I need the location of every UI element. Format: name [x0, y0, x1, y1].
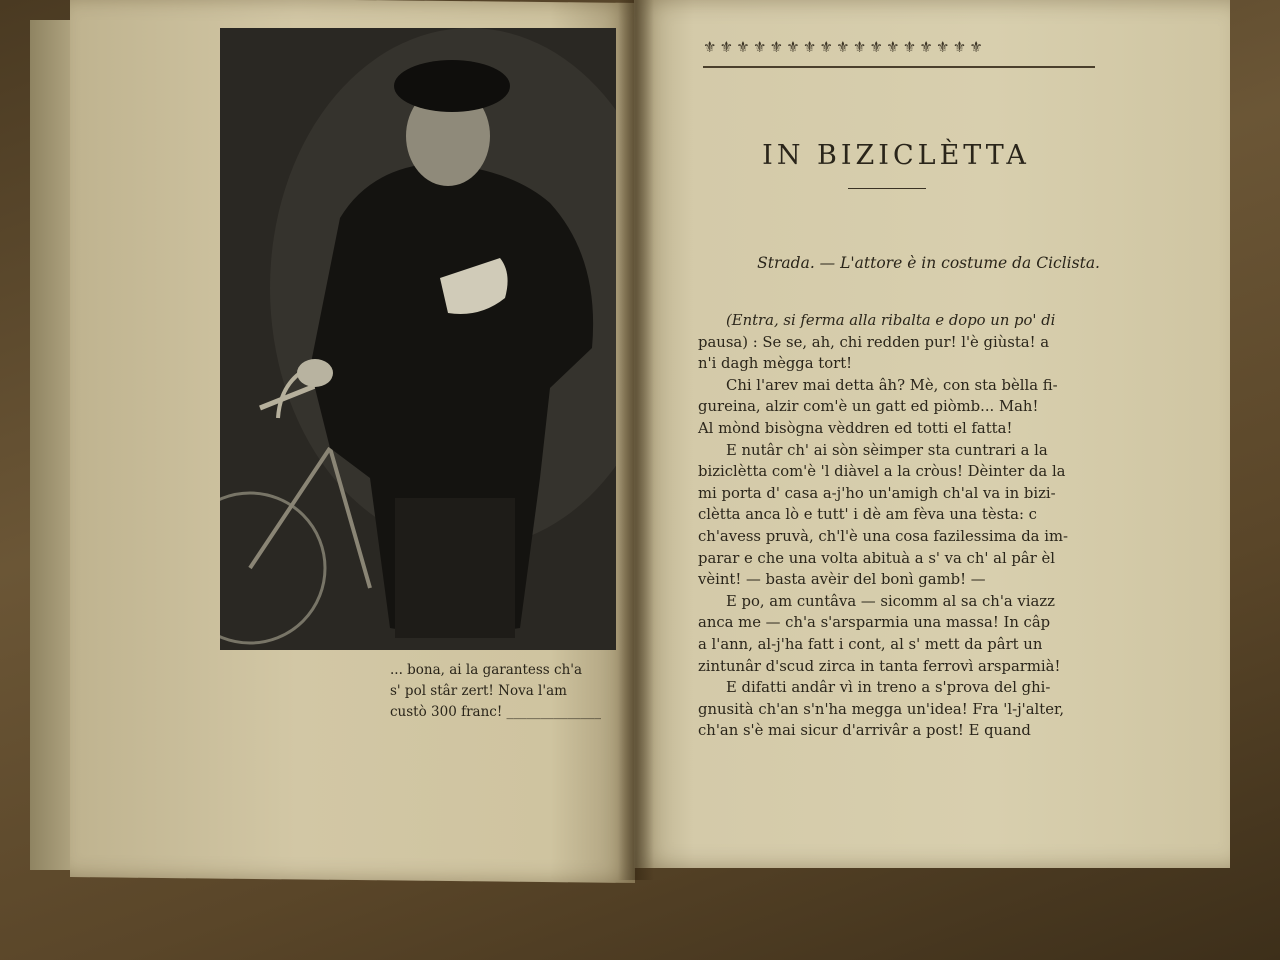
text-line: gnusità ch'an s'n'ha megga un'idea! Fra 'l-j'alter,: [698, 700, 1065, 718]
caption-line: custò 300 franc! ______________: [390, 704, 602, 720]
caption-line: ... bona, ai la garantess ch'a: [390, 662, 583, 678]
text-line: vèint! — basta avèir del bonì gamb! —: [698, 571, 986, 589]
stage-direction: Strada. — L'attore è in costume da Ciclista.: [757, 254, 1100, 272]
text-line: biziclètta com'è 'l diàvel a la cròus! Dèinter da la: [698, 463, 1066, 481]
photo-caption: [390, 660, 610, 723]
text-line: pausa) : Se se, ah, chi redden pur! l'è giùsta! a: [698, 333, 1050, 351]
chapter-title: IN BIZICLÈTTA: [762, 140, 1030, 171]
text-line: clètta anca lò e tutt' i dè am fèva una tèsta: c: [698, 506, 1037, 524]
text-line: (Entra, si ferma alla ribalta e dopo un po' di: [726, 312, 1056, 329]
text-line: E po, am cuntâva — sicomm al sa ch'a viazz: [726, 592, 1055, 610]
cyclist-photograph: [220, 28, 616, 650]
book-gutter: [618, 0, 654, 880]
text-line: gureina, alzir com'è un gatt ed piòmb... Mah!: [698, 398, 1039, 416]
text-line: parar e che una volta abituà a s' va ch' al pâr èl: [698, 549, 1055, 567]
text-line: Chi l'arev mai detta âh? Mè, con sta bèlla fi-: [726, 376, 1058, 394]
text-line: zintunâr d'scud zirca in tanta ferrovì arsparmià!: [698, 657, 1061, 675]
text-line: n'i dagh mègga tort!: [698, 355, 853, 373]
text-line: anca me — ch'a s'arsparmia una massa! In câp: [698, 614, 1051, 632]
title-rule: [848, 188, 926, 189]
text-line: Al mònd bisògna vèddren ed totti el fatta!: [698, 419, 1013, 437]
ornament-rule: [703, 66, 1095, 68]
decorative-border: ⚜⚜⚜⚜⚜⚜⚜⚜⚜⚜⚜⚜⚜⚜⚜⚜⚜: [703, 38, 987, 56]
text-line: ch'an s'è mai sicur d'arrivâr a post! E quand: [698, 722, 1031, 740]
text-line: mi porta d' casa a-j'ho un'amigh ch'al va in bizi-: [698, 484, 1056, 502]
body-text: [698, 310, 1098, 742]
text-line: ch'avess pruvà, ch'l'è una cosa fazilessima da im-: [698, 527, 1068, 545]
text-line: E difatti andâr vì in treno a s'prova del ghi-: [726, 679, 1051, 697]
text-line: E nutâr ch' ai sòn sèimper sta cuntrari a la: [726, 441, 1048, 459]
caption-line: s' pol stâr zert! Nova l'am: [390, 683, 567, 699]
text-line: a l'ann, al-j'ha fatt i cont, al s' mett da pârt un: [698, 635, 1043, 653]
